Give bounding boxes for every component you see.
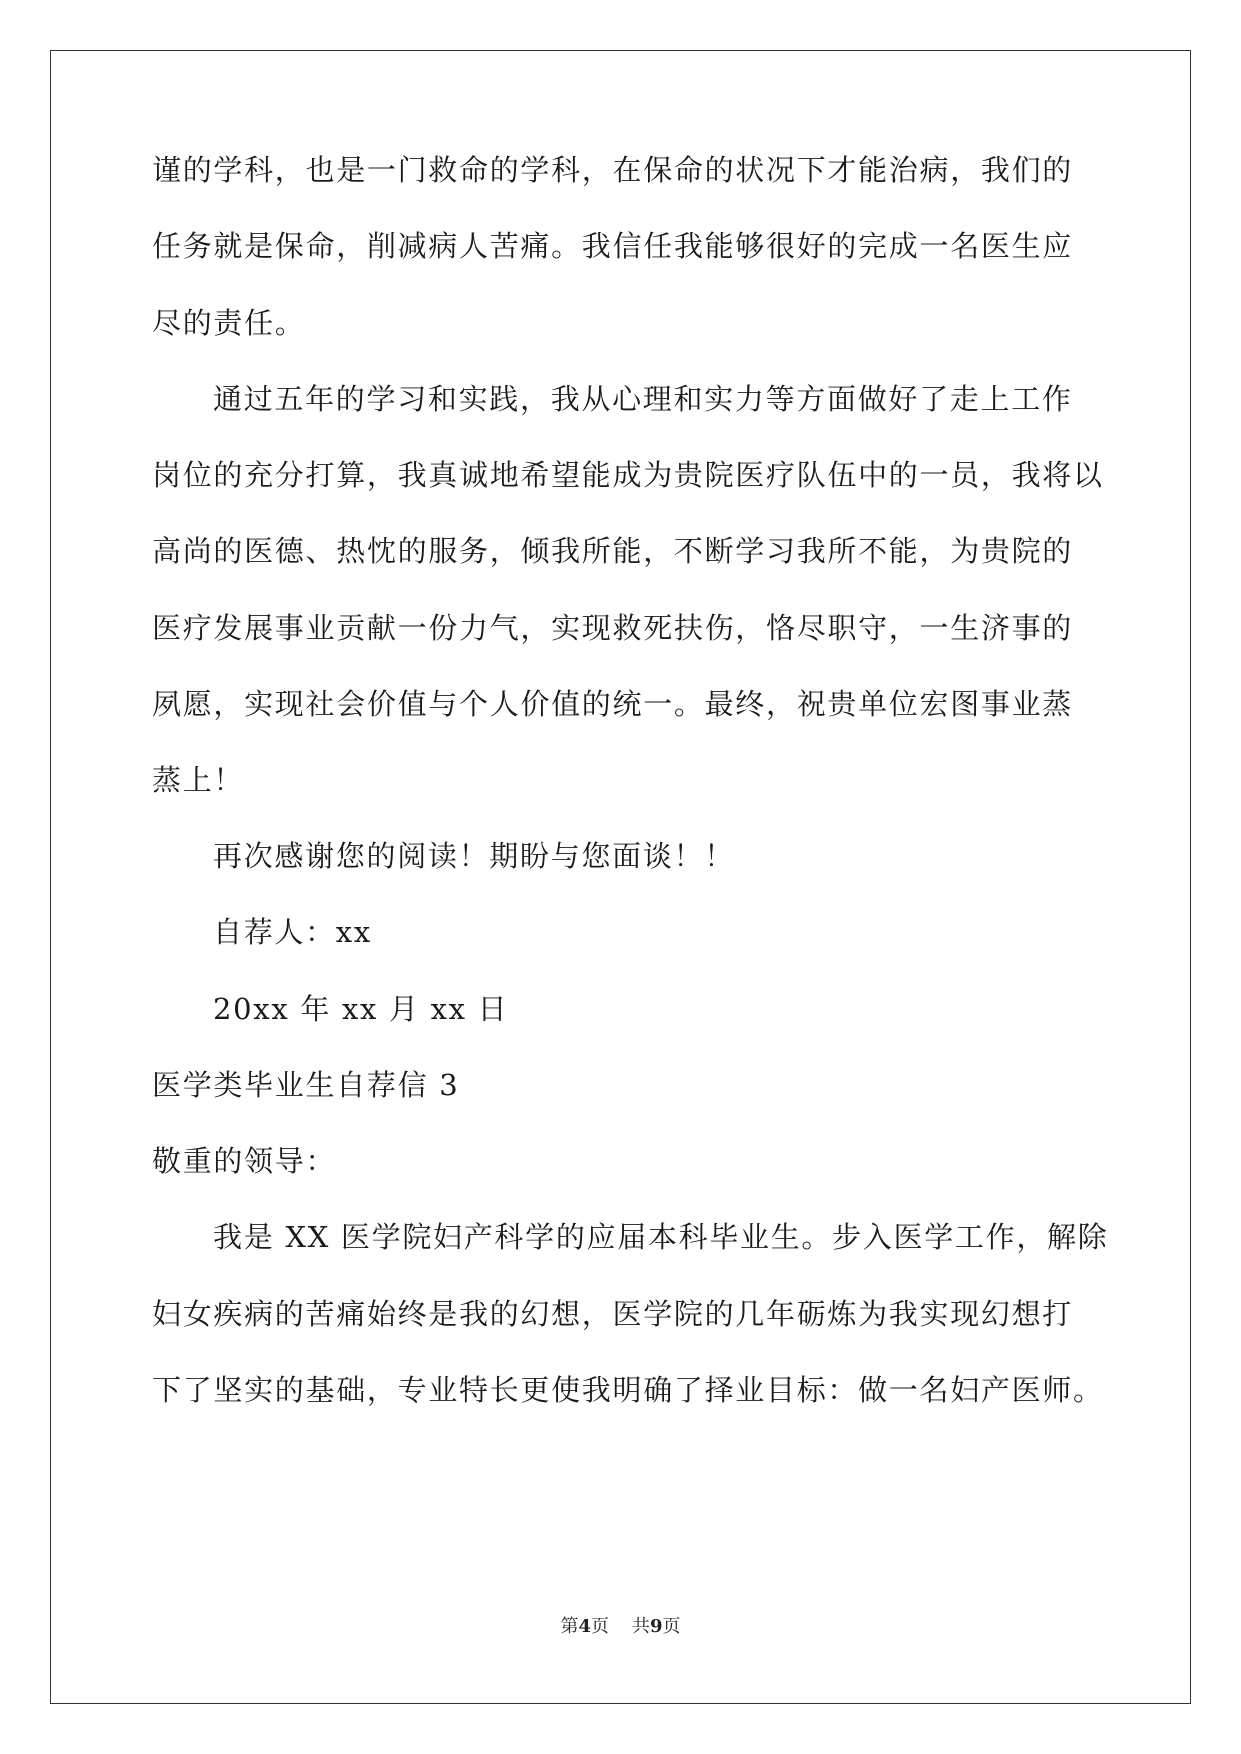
paragraph-2-line-5: 夙愿，实现社会价值与个人价值的统一。最终，祝贵单位宏图事业蒸 [152, 687, 1074, 721]
paragraph-3-line-3: 下了坚实的基础，专业特长更使我明确了择业目标：做一名妇产医师。 [152, 1373, 1104, 1407]
salutation: 敬重的领导： [152, 1144, 337, 1178]
section-title: 医学类毕业生自荐信 3 [152, 1068, 460, 1102]
body-line-3: 尽的责任。 [152, 306, 306, 340]
page-border [50, 50, 1191, 1704]
paragraph-2-line-6: 蒸上！ [152, 763, 245, 797]
footer-total-prefix: 共 [631, 1616, 650, 1637]
paragraph-2-line-4: 医疗发展事业贡献一份力气，实现救死扶伤，恪尽职守，一生济事的 [152, 611, 1074, 645]
footer-page-number: 4 [578, 1616, 592, 1637]
closing-thanks: 再次感谢您的阅读！期盼与您面谈！！ [213, 839, 735, 873]
paragraph-3-line-1: 我是 XX 医学院妇产科学的应届本科毕业生。步入医学工作，解除 [213, 1220, 1109, 1254]
date-line: 20xx 年 xx 月 xx 日 [213, 992, 509, 1026]
paragraph-3-line-2: 妇女疾病的苦痛始终是我的幻想，医学院的几年砺炼为我实现幻想打 [152, 1297, 1074, 1331]
footer-page-suffix: 页 [591, 1616, 610, 1637]
footer-total-suffix: 页 [662, 1616, 681, 1637]
signature: 自荐人：xx [213, 915, 372, 949]
paragraph-2-line-3: 高尚的医德、热忱的服务，倾我所能，不断学习我所不能，为贵院的 [152, 534, 1074, 568]
paragraph-2-line-1: 通过五年的学习和实践，我从心理和实力等方面做好了走上工作 [213, 382, 1073, 416]
page-footer [0, 1612, 1241, 1638]
footer-page-prefix: 第 [560, 1616, 579, 1637]
paragraph-2-line-2: 岗位的充分打算，我真诚地希望能成为贵院医疗队伍中的一员，我将以 [152, 458, 1104, 492]
body-line-2: 任务就是保命，削减病人苦痛。我信任我能够很好的完成一名医生应 [152, 229, 1074, 263]
footer-total-pages: 9 [649, 1616, 663, 1637]
body-line-1: 谨的学科，也是一门救命的学科，在保命的状况下才能治病，我们的 [152, 153, 1074, 187]
